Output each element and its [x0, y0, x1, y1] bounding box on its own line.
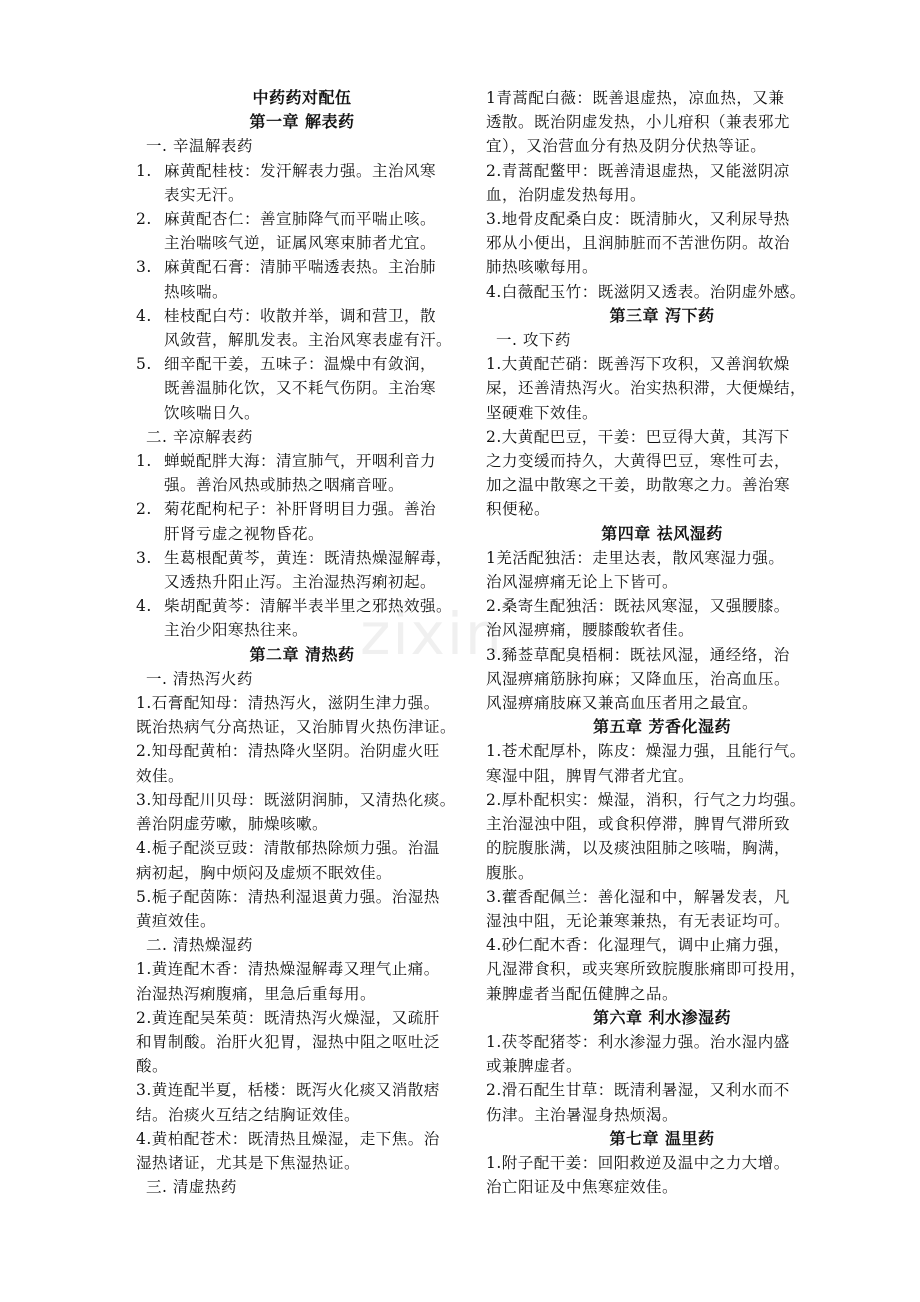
section-heading: 三. 清虚热药 [146, 1178, 237, 1197]
numbered-item [136, 159, 468, 183]
item-continuation: 肝肾亏虚之视物昏花。 [164, 524, 325, 543]
item-text: 生葛根配黄芩，黄连：既清热燥湿解毒， [164, 548, 453, 567]
item-text: 麻黄配杏仁：善宣肺降气而平喘止咳。 [164, 210, 437, 229]
text-line: 的脘腹胀满，以及痰浊阻肺之咳喘，胸满， [486, 839, 791, 858]
item-continuation: 又透热升阳止泻。主治湿热泻痢初起。 [164, 573, 437, 592]
text-line: 结。治痰火互结之结胸证效佳。 [136, 1105, 361, 1124]
left-column [136, 86, 468, 1199]
text-line: 4.栀子配淡豆豉：清散郁热除烦力强。治温 [136, 839, 440, 858]
chapter-heading: 第三章 泻下药 [609, 305, 715, 325]
text-line: 2.黄连配吴茱萸：既清热泻火燥湿，又疏肝 [136, 1008, 440, 1027]
text-line: 寒湿中阻，脾胃气滞者尤宜。 [486, 766, 695, 785]
section-heading: 一. 攻下药 [496, 331, 571, 350]
item-continuation: 既善温肺化饮，又不耗气伤阴。主治寒 [164, 379, 437, 398]
text-line: 1.大黄配芒硝：既善泻下攻积，又善润软燥 [486, 355, 790, 374]
text-line: 1羌活配独活：走里达表，散风寒湿力强。 [486, 548, 785, 567]
item-text: 柴胡配黄芩：清解半表半里之邪热效强。 [164, 597, 453, 616]
text-line: 湿热诸证，尤其是下焦湿热证。 [136, 1153, 361, 1172]
text-line: 1.茯苓配猪苓：利水渗湿力强。治水湿内盛 [486, 1032, 790, 1051]
text-line: 1.黄连配木香：清热燥湿解毒又理气止痛。 [136, 960, 440, 979]
text-line: 邪从小便出，且润肺脏而不苦泄伤阴。故治 [486, 234, 791, 253]
section-heading: 二. 辛凉解表药 [146, 427, 253, 446]
item-number: 2. [136, 500, 152, 519]
text-line: 治湿热泻痢腹痛，里急后重每用。 [136, 984, 377, 1003]
text-line: 凡湿滞食积，或夹寒所致脘腹胀痛即可投用， [486, 960, 807, 979]
numbered-item [136, 304, 468, 328]
numbered-item [136, 594, 468, 618]
chapter-heading: 第七章 温里药 [609, 1128, 715, 1148]
item-text: 蝉蜕配胖大海：清宣肺气，开咽利音力 [164, 452, 437, 471]
text-line: 透散。既治阴虚发热，小儿疳积（兼表邪尤 [486, 113, 791, 132]
item-number: 5. [136, 355, 152, 374]
text-line: 4.白薇配玉竹：既滋阴又透表。治阴虚外感。 [486, 282, 806, 301]
text-line: 坚硬难下效佳。 [486, 403, 599, 422]
item-continuation: 主治少阳寒热往来。 [164, 621, 309, 640]
text-line: 4.黄柏配苍术：既清热且燥湿，走下焦。治 [136, 1129, 440, 1148]
text-line: 3.黄连配半夏，栝楼：既泻火化痰又消散痞 [136, 1081, 440, 1100]
text-line: 宜），又治营血分有热及阴分伏热等证。 [486, 137, 767, 156]
text-line: 5.栀子配茵陈：清热利湿退黄力强。治湿热 [136, 887, 440, 906]
chapter-heading: 第一章 解表药 [249, 112, 355, 132]
text-line: 2.滑石配生甘草：既清利暑湿，又利水而不 [486, 1081, 790, 1100]
item-number: 4. [136, 306, 152, 325]
item-text: 菊花配枸杞子：补肝肾明目力强。善治 [164, 500, 437, 519]
text-line: 既治热病气分高热证，又治肺胃火热伤津证。 [136, 718, 457, 737]
numbered-item [136, 352, 468, 376]
text-line: 2.青蒿配鳖甲：既善清退虚热，又能滋阴凉 [486, 161, 790, 180]
text-line: 黄疸效佳。 [136, 911, 217, 930]
right-column [486, 86, 838, 1199]
text-line: 4.砂仁配木香：化湿理气，调中止痛力强， [486, 936, 790, 955]
text-line: 2.桑寄生配独活：既祛风寒湿，又强腰膝。 [486, 597, 790, 616]
section-heading: 一. 清热泻火药 [146, 669, 253, 688]
item-text: 桂枝配白芍：收散并举，调和营卫，散 [164, 306, 437, 325]
item-text: 麻黄配石膏：清肺平喘透表热。主治肺 [164, 258, 437, 277]
item-continuation: 风敛营，解肌发表。主治风寒表虚有汗。 [164, 331, 453, 350]
text-line: 血，治阴虚发热每用。 [486, 185, 647, 204]
text-line: 1.附子配干姜：回阳救逆及温中之力大增。 [486, 1153, 790, 1172]
chapter-heading: 第四章 祛风湿药 [601, 523, 723, 543]
item-continuation: 热咳喘。 [164, 282, 229, 301]
text-line: 善治阴虚劳嗽，肺燥咳嗽。 [136, 815, 329, 834]
text-line: 1.石膏配知母：清热泻火，滋阴生津力强。 [136, 694, 440, 713]
text-line: 3.豨莶草配臭梧桐：既祛风湿，通经络，治 [486, 645, 790, 664]
item-number: 3. [136, 258, 152, 277]
text-line: 2.知母配黄柏：清热降火坚阴。治阴虚火旺 [136, 742, 440, 761]
text-line: 加之温中散寒之干姜，助散寒之力。善治寒 [486, 476, 791, 495]
item-number: 1. [136, 161, 152, 180]
text-line: 兼脾虚者当配伍健脾之品。 [486, 984, 679, 1003]
text-line: 风湿痹痛筋脉拘麻；又降血压，治高血压。 [486, 669, 791, 688]
chapter-heading: 第五章 芳香化湿药 [592, 717, 732, 737]
text-line: 1青蒿配白薇：既善退虚热，凉血热，又兼 [486, 89, 785, 107]
text-line: 2.厚朴配枳实：燥湿，消积，行气之力均强。 [486, 790, 806, 809]
watermark: zixin [360, 600, 504, 668]
text-line: 病初起，胸中烦闷及虚烦不眠效佳。 [136, 863, 393, 882]
text-line: 积便秘。 [486, 500, 551, 519]
section-heading: 二. 清热燥湿药 [146, 936, 253, 955]
item-number: 2. [136, 210, 152, 229]
text-line: 酸。 [136, 1057, 169, 1076]
section-heading: 一. 辛温解表药 [146, 137, 253, 156]
item-number: 3. [136, 548, 152, 567]
text-line: 3.地骨皮配桑白皮：既清肺火，又利尿导热 [486, 210, 790, 229]
text-line: 或兼脾虚者。 [486, 1057, 583, 1076]
item-number: 4. [136, 597, 152, 616]
text-line: 和胃制酸。治肝火犯胃，湿热中阻之呕吐泛 [136, 1032, 441, 1051]
item-continuation: 饮咳喘日久。 [164, 403, 261, 422]
numbered-item [136, 207, 468, 231]
text-line: 2.大黄配巴豆，干姜：巴豆得大黄，其泻下 [486, 427, 790, 446]
item-continuation: 主治喘咳气逆，证属风寒束肺者尤宜。 [164, 234, 437, 253]
item-text: 细辛配干姜，五味子：温燥中有敛润， [164, 355, 437, 374]
item-number: 1. [136, 452, 152, 471]
item-text: 麻黄配桂枝：发汗解表力强。主治风寒 [164, 161, 437, 180]
document-title: 中药药对配伍 [252, 88, 352, 107]
text-line: 伤津。主治暑湿身热烦渴。 [486, 1105, 679, 1124]
text-line: 主治湿浊中阻，或食积停滞，脾胃气滞所致 [486, 815, 791, 834]
numbered-item [136, 497, 468, 521]
text-line: 治亡阳证及中焦寒症效佳。 [486, 1178, 679, 1197]
text-line: 屎，还善清热泻火。治实热积滞，大便燥结， [486, 379, 807, 398]
numbered-item [136, 546, 468, 570]
chapter-heading: 第二章 清热药 [249, 644, 355, 664]
item-continuation: 表实无汗。 [164, 185, 245, 204]
item-continuation: 强。善治风热或肺热之咽痛音哑。 [164, 476, 405, 495]
text-line: 1.苍术配厚朴，陈皮：燥湿力强，且能行气。 [486, 742, 806, 761]
numbered-item [136, 255, 468, 279]
text-line: 效佳。 [136, 766, 185, 785]
text-line: 治风湿痹痛无论上下皆可。 [486, 573, 679, 592]
text-line: 3.藿香配佩兰：善化湿和中，解暑发表，凡 [486, 887, 790, 906]
text-line: 之力变缓而持久，大黄得巴豆，寒性可去， [486, 452, 791, 471]
text-line: 湿浊中阻，无论兼寒兼热，有无表证均可。 [486, 911, 791, 930]
text-line: 治风湿痹痛，腰膝酸软者佳。 [486, 621, 695, 640]
chapter-heading: 第六章 利水渗湿药 [592, 1007, 732, 1027]
text-line: 肺热咳嗽每用。 [486, 258, 599, 277]
text-line: 腹胀。 [486, 863, 535, 882]
numbered-item [136, 449, 468, 473]
text-line: 3.知母配川贝母：既滋阴润肺，又清热化痰。 [136, 790, 456, 809]
text-line: 风湿痹痛肢麻又兼高血压者用之最宜。 [486, 694, 759, 713]
